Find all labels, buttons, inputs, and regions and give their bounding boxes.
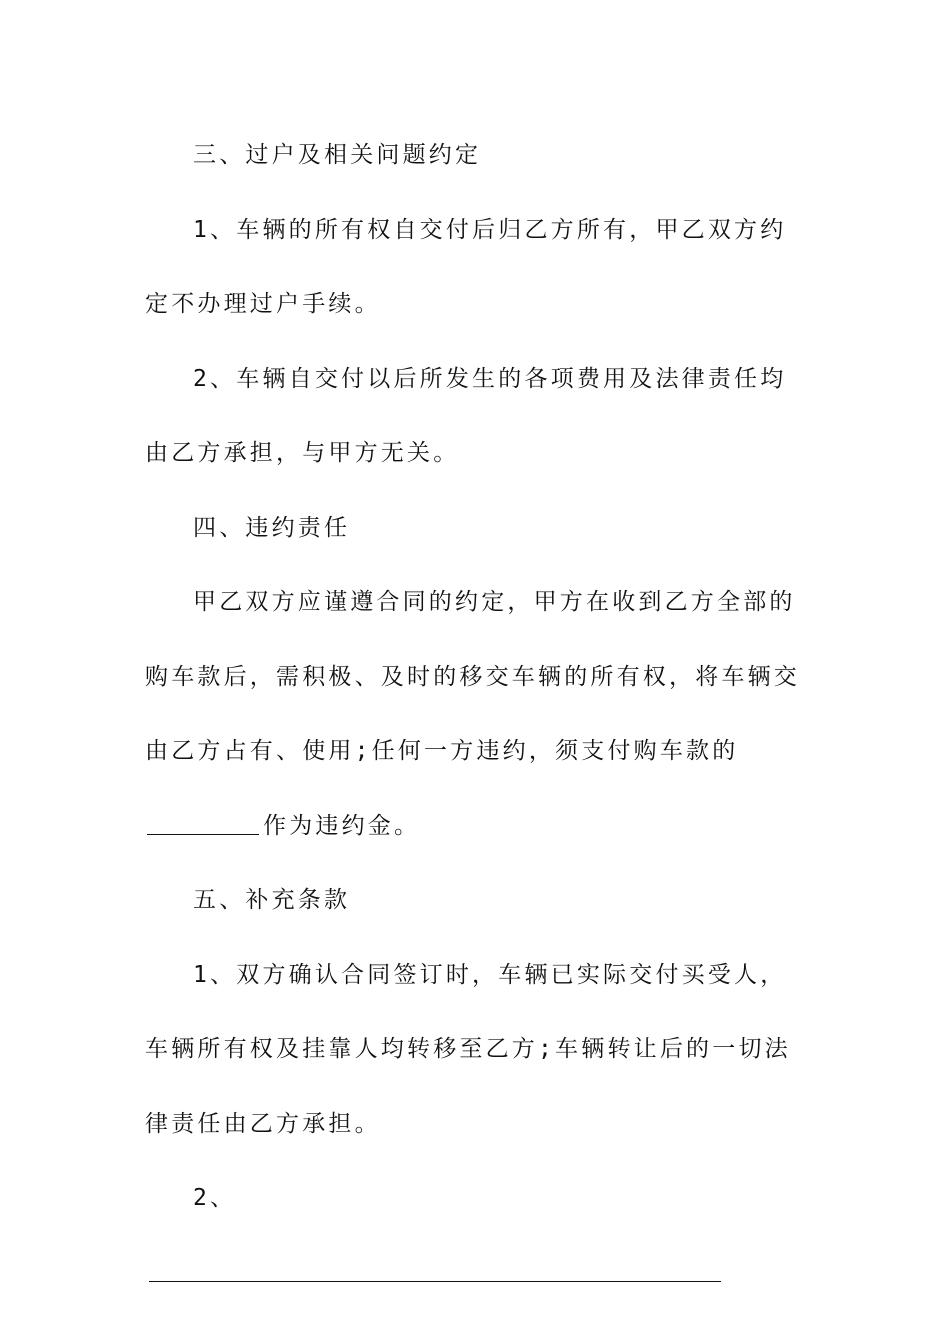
document-page [145, 118, 810, 1310]
section5-item2 [145, 1161, 810, 1310]
section5-item2-prefix: 2、 [193, 1185, 237, 1211]
section4-body-after-blank: 作为违约金。 [263, 812, 421, 839]
section5-item1: 1、双方确认合同签订时，车辆已实际交付买受人，车辆所有权及挂靠人均转移至乙方;车辆转让后的一切法律责任由乙方承担。 [145, 961, 791, 1137]
section3-heading: 三、过户及相关问题约定 [193, 142, 482, 168]
section3-item1: 1、车辆的所有权自交付后归乙方所有，甲乙双方约定不办理过户手续。 [145, 216, 787, 317]
penalty-blank-line [147, 812, 259, 835]
section4-body [145, 565, 810, 863]
section4-body-before-blank: 甲乙双方应谨遵合同的约定，甲方在收到乙方全部的购车款后，需积极、及时的移交车辆的所有权，将车辆交由乙方占有、使用;任何一方违约，须支付购车款的 [145, 589, 800, 764]
section3-item2: 2、车辆自交付以后所发生的各项费用及法律责任均由乙方承担，与甲方无关。 [145, 365, 787, 466]
section4-heading: 四、违约责任 [193, 514, 351, 541]
section5-heading: 五、补充条款 [193, 887, 351, 913]
supplementary-blank-line [149, 1259, 721, 1282]
